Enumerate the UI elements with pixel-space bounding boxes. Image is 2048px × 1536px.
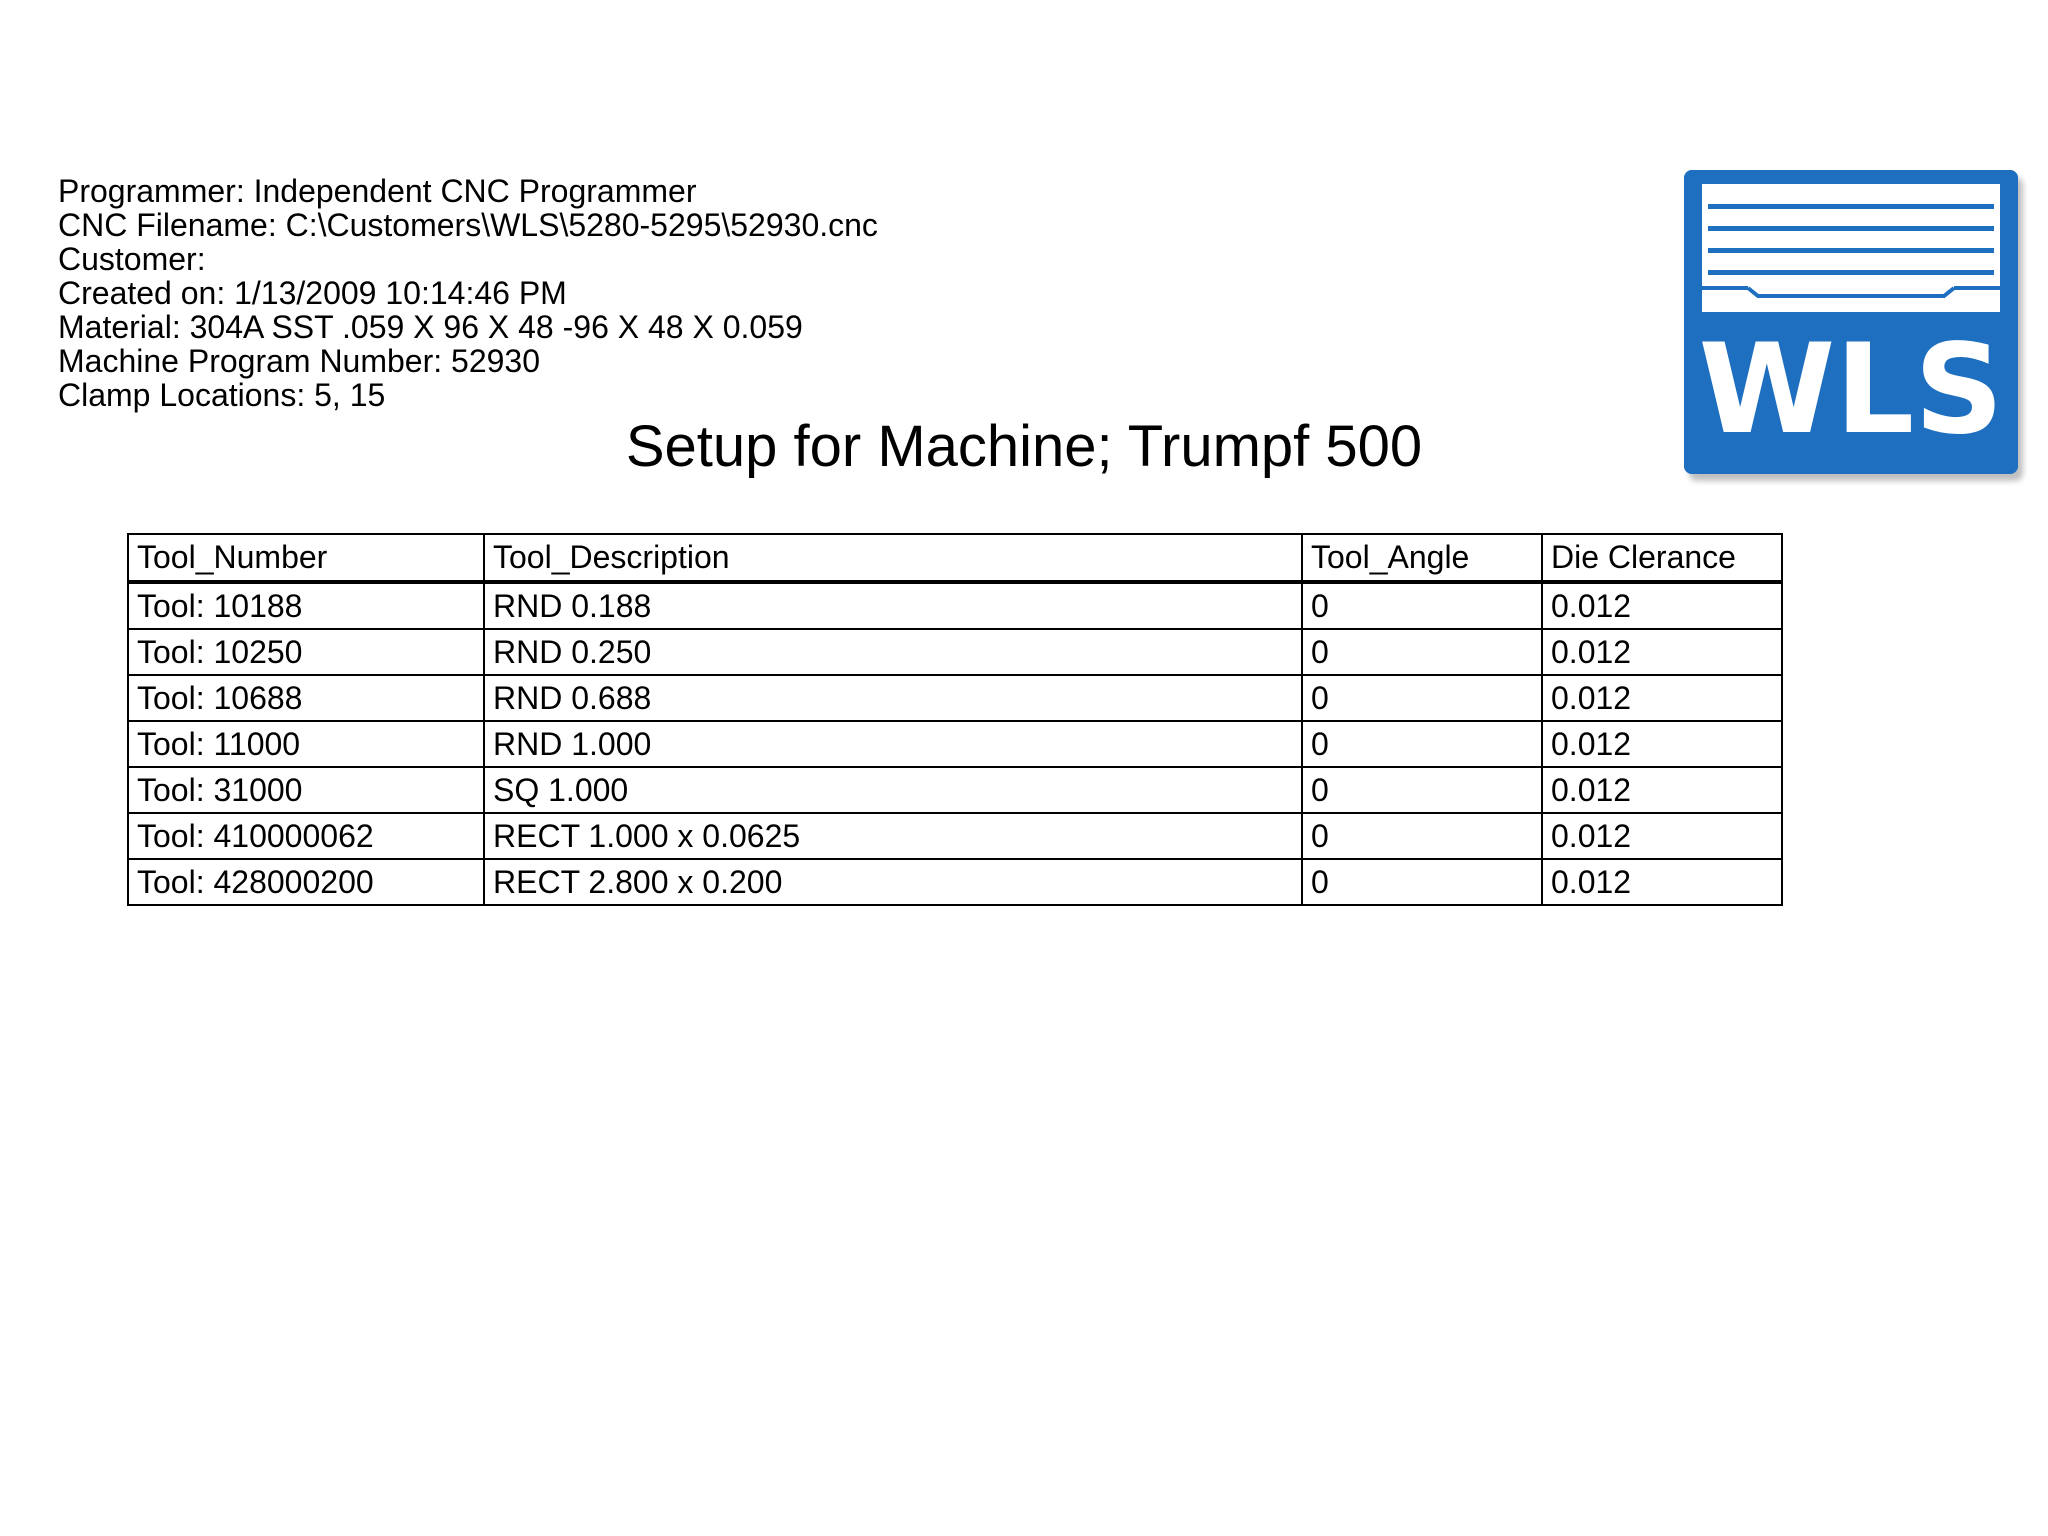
header-die-clearance: Die Clerance bbox=[1542, 534, 1782, 582]
tool-angle-cell: 0 bbox=[1302, 675, 1542, 721]
page-title bbox=[0, 412, 2048, 482]
created-on-line: Created on: 1/13/2009 10:14:46 PM bbox=[58, 275, 567, 311]
clamp-locations-line: Clamp Locations: 5, 15 bbox=[58, 377, 386, 413]
table-row bbox=[128, 629, 1782, 675]
tool-setup-table bbox=[127, 533, 1783, 906]
programmer-line: Programmer: Independent CNC Programmer bbox=[58, 173, 697, 209]
tool-number-cell: Tool: 428000200 bbox=[128, 859, 484, 905]
die-clearance-cell: 0.012 bbox=[1542, 629, 1782, 675]
tool-number-cell: Tool: 10688 bbox=[128, 675, 484, 721]
tool-description-cell: RND 1.000 bbox=[484, 721, 1302, 767]
header-tool-angle: Tool_Angle bbox=[1302, 534, 1542, 582]
table-row bbox=[128, 721, 1782, 767]
page-title-text: Setup for Machine; Trumpf 500 bbox=[625, 414, 1423, 479]
table-row bbox=[128, 675, 1782, 721]
tool-number-cell: Tool: 10250 bbox=[128, 629, 484, 675]
tool-angle-cell: 0 bbox=[1302, 813, 1542, 859]
die-clearance-cell: 0.012 bbox=[1542, 721, 1782, 767]
tool-number-cell: Tool: 410000062 bbox=[128, 813, 484, 859]
die-clearance-cell: 0.012 bbox=[1542, 859, 1782, 905]
tool-angle-cell: 0 bbox=[1302, 721, 1542, 767]
header-tool-description: Tool_Description bbox=[484, 534, 1302, 582]
setup-info-block bbox=[58, 174, 878, 412]
die-clearance-cell: 0.012 bbox=[1542, 767, 1782, 813]
tool-angle-cell: 0 bbox=[1302, 767, 1542, 813]
table-row bbox=[128, 767, 1782, 813]
tool-description-cell: RECT 1.000 x 0.0625 bbox=[484, 813, 1302, 859]
tool-number-cell: Tool: 31000 bbox=[128, 767, 484, 813]
tool-description-cell: RND 0.188 bbox=[484, 582, 1302, 629]
machine-program-number-line: Machine Program Number: 52930 bbox=[58, 343, 541, 379]
tool-description-cell: RECT 2.800 x 0.200 bbox=[484, 859, 1302, 905]
table-row bbox=[128, 813, 1782, 859]
tool-description-cell: SQ 1.000 bbox=[484, 767, 1302, 813]
table-row bbox=[128, 582, 1782, 629]
tool-angle-cell: 0 bbox=[1302, 629, 1542, 675]
tool-number-cell: Tool: 11000 bbox=[128, 721, 484, 767]
table-header-row bbox=[128, 534, 1782, 582]
header-tool-number: Tool_Number bbox=[128, 534, 484, 582]
die-clearance-cell: 0.012 bbox=[1542, 582, 1782, 629]
tool-angle-cell: 0 bbox=[1302, 582, 1542, 629]
logo-lettering: WLS bbox=[1698, 318, 2004, 462]
tool-angle-cell: 0 bbox=[1302, 859, 1542, 905]
tool-number-cell: Tool: 10188 bbox=[128, 582, 484, 629]
material-line: Material: 304A SST .059 X 96 X 48 -96 X 48 X 0.059 bbox=[58, 309, 803, 345]
table-row bbox=[128, 859, 1782, 905]
tool-description-cell: RND 0.688 bbox=[484, 675, 1302, 721]
cnc-filename-line: CNC Filename: C:\Customers\WLS\5280-5295\52930.cnc bbox=[58, 207, 878, 243]
die-clearance-cell: 0.012 bbox=[1542, 813, 1782, 859]
die-clearance-cell: 0.012 bbox=[1542, 675, 1782, 721]
tool-description-cell: RND 0.250 bbox=[484, 629, 1302, 675]
customer-line: Customer: bbox=[58, 241, 206, 277]
